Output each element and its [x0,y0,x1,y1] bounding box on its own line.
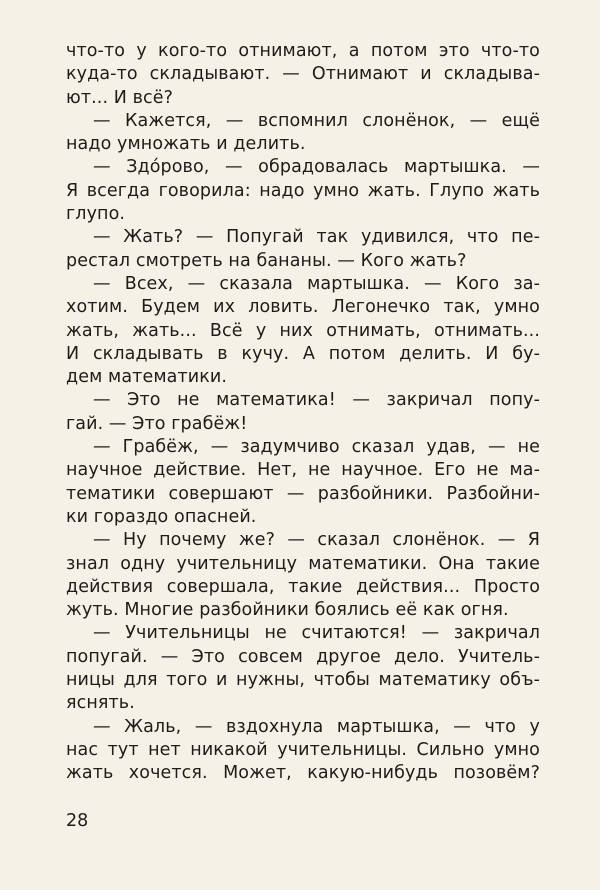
text-line: попугай. — Это совсем другое дело. Учитель- [66,646,540,667]
text-line: дем математики. [66,367,228,388]
page-number: 28 [66,811,89,831]
text-line: Я всегда говорила: надо умно жать. Глупо жать [66,180,540,201]
text-line: жуть. Многие разбойники боялись её как огня. [66,600,509,621]
text-line: — Жаль, — вздохнула мартышка, — что у [93,716,540,737]
text-line: ки гораздо опасней. [66,506,257,527]
text-line: научное действие. Нет, не научное. Его не ма- [66,460,540,481]
text-line: ют... И всё? [66,87,174,108]
text-line: гай. — Это грабёж! [66,413,248,434]
text-line: куда-то складывают. — Отнимают и складыва- [66,64,540,85]
text-line: что-то у кого-то отнимают, а потом это что-то [66,41,540,61]
text-line: тематики совершают — разбойники. Разбойни- [66,483,540,504]
text-line: ницы для того и нужны, чтобы математику объ- [66,670,540,691]
text-line: — Грабёж, — задумчиво сказал удав, — не [93,437,540,458]
text-body [66,40,540,786]
text-line: яснять. [66,693,135,714]
text-line: действия совершала, такие действия... Просто [66,576,540,597]
text-line: — Всех, — сказала мартышка. — Кого за- [93,273,540,294]
text-line: жать хочется. Может, какую-нибудь позовём? [66,763,540,784]
text-line: — Кажется, — вспомнил слонёнок, — ещё [93,110,540,131]
text-line: рестал смотреть на бананы. — Кого жать? [66,250,467,271]
text-line: — Здо́рово, — обрадовалась мартышка. — [93,157,540,178]
text-line: надо умножать и делить. [66,134,306,155]
text-line: И складывать в кучу. А потом делить. И бу- [66,343,540,364]
text-line: нас тут нет никакой учительницы. Сильно умно [66,739,540,760]
text-line: знал одну учительницу математики. Она такие [66,553,540,574]
text-line: хотим. Будем их ловить. Легонечко так, умно [66,297,540,318]
text-line: глупо. [66,204,126,225]
text-line: — Жать? — Попугай так удивился, что пе- [93,227,540,248]
text-line: жать, жать... Всё у них отнимать, отнимать... [66,320,540,341]
text-line: — Ну почему же? — сказал слонёнок. — Я [93,530,540,551]
text-line: — Это не математика! — закричал попу- [93,390,540,411]
text-line: — Учительницы не считаются! — закричал [93,623,540,644]
